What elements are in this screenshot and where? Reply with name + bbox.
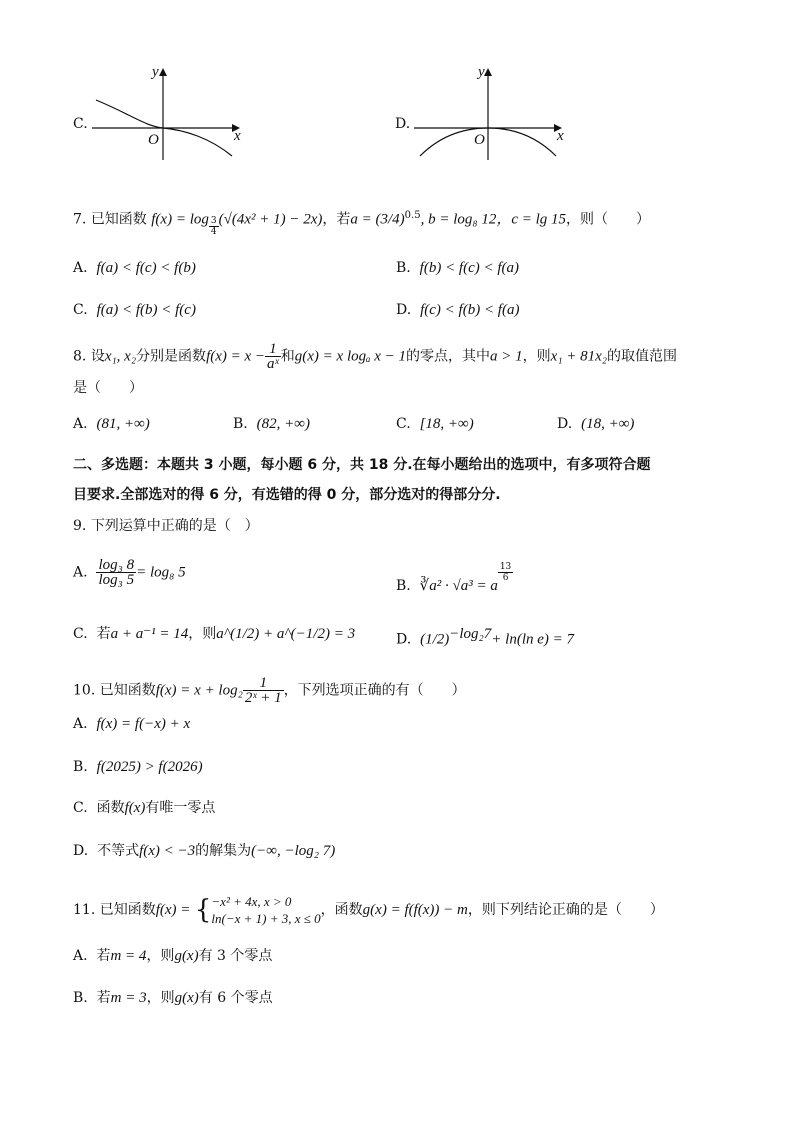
- q7-option-c-text: f(a) < f(b) < f(c): [96, 302, 196, 318]
- q11-stem-b: ，函数: [320, 902, 363, 918]
- graph-d-x-label: x: [557, 128, 564, 144]
- q7-option-b-text: f(b) < f(c) < f(a): [419, 260, 520, 276]
- q11-stem: [73, 893, 664, 927]
- q10-option-d-expr2: (−∞, −log₂ 7): [251, 843, 336, 859]
- q10-stem: [73, 676, 466, 705]
- q7-f-expr: f(x) = log: [151, 211, 209, 228]
- q11-piece2: ln(−x + 1) + 3, x ≤ 0: [211, 911, 321, 926]
- graph-c-y-arrow-icon: [159, 68, 167, 76]
- q9-option-b-letter: B.: [396, 578, 411, 594]
- q11-f-lhs: f(x) =: [155, 902, 191, 918]
- q8-vars: x₁, x₂: [104, 348, 137, 365]
- q8-text-b: 分别是函数: [136, 348, 207, 365]
- q7-option-a[interactable]: [73, 258, 196, 278]
- q8-option-c-text: [18, +∞): [419, 416, 474, 432]
- q9-option-d[interactable]: [396, 624, 574, 650]
- q8-option-a-letter: A.: [73, 416, 88, 432]
- q8-stem-line2: 是（ ）: [73, 380, 143, 396]
- q10-option-a-letter: A.: [73, 716, 88, 732]
- q11-option-b-text-a: 若: [96, 990, 111, 1006]
- q7-a-def: a = (3/4): [350, 211, 405, 228]
- q11-option-b[interactable]: [73, 988, 273, 1008]
- section2-line1: 二、多选题：本题共 3 小题，每小题 6 分，共 18 分.在每小题给出的选项中，有多项符合题: [73, 457, 651, 473]
- q10-frac-den: 2ˣ + 1: [244, 690, 282, 706]
- q10-option-d-text-b: 的解集为: [195, 843, 252, 859]
- q10-option-a-text: f(x) = f(−x) + x: [96, 716, 191, 732]
- q8-text-f: 的取值范围: [607, 348, 678, 365]
- q8-text-c: 和: [280, 348, 295, 365]
- q8-option-b-text: (82, +∞): [256, 416, 310, 432]
- q7-option-b-letter: B.: [396, 260, 411, 276]
- q9-option-c[interactable]: [73, 624, 355, 644]
- q7-base-num: 3: [210, 215, 217, 226]
- q8-option-b-letter: B.: [233, 416, 248, 432]
- q8-option-a[interactable]: [73, 414, 150, 434]
- q8-g-expr: g(x) = x logₐ x − 1: [294, 348, 407, 365]
- q8-text-e: ，则: [522, 348, 551, 365]
- q11-option-b-text-c: 有 6 个零点: [198, 990, 273, 1006]
- graph-d-origin: O: [474, 132, 485, 148]
- q11-option-b-expr: g(x): [174, 990, 199, 1006]
- graph-c-x-label: x: [234, 128, 241, 144]
- q9-option-b-lhs: ∛a² · √a³ = a: [419, 578, 498, 594]
- q10-option-c-text-b: 有唯一零点: [145, 800, 216, 816]
- q8-option-c-letter: C.: [396, 416, 411, 432]
- q8-option-c[interactable]: [396, 414, 474, 434]
- q11-option-b-text-b: ，则: [146, 990, 175, 1006]
- q11-g-expr: g(x) = f(f(x)) − m: [362, 902, 468, 918]
- q8-f-expr: f(x) = x −: [206, 348, 266, 365]
- q10-option-c-text-a: 函数: [96, 800, 125, 816]
- q9-option-a-num: log₃ 8: [98, 557, 135, 573]
- q9-option-c-letter: C.: [73, 626, 88, 642]
- q10-option-a[interactable]: [73, 714, 190, 734]
- q11-option-a-expr: g(x): [174, 948, 199, 964]
- q11-stem-a: 已知函数: [99, 902, 156, 918]
- graph-d-label: D.: [395, 116, 411, 132]
- q7-option-a-text: f(a) < f(c) < f(b): [96, 260, 196, 276]
- q10-frac: [243, 676, 284, 705]
- q7-stem: [73, 206, 650, 237]
- q9-stem: [73, 516, 259, 536]
- q11-option-a-text-b: ，则: [146, 948, 175, 964]
- q10-option-c-letter: C.: [73, 800, 88, 816]
- q10-frac-num: 1: [243, 676, 284, 691]
- q7-a-exp: 0.5: [404, 210, 421, 221]
- q7-option-d[interactable]: [396, 300, 519, 320]
- q8-frac: [265, 342, 281, 371]
- q8-number: 8.: [73, 348, 87, 365]
- graph-c-label: C.: [73, 116, 88, 132]
- q10-option-d[interactable]: [73, 841, 335, 861]
- q8-option-d-text: (18, +∞): [581, 416, 635, 432]
- q9-option-c-expr1: a + a⁻¹ = 14: [110, 626, 189, 642]
- q8-text-d: 的零点，其中: [406, 348, 491, 365]
- graph-c: [90, 62, 250, 162]
- graph-d-y-label: y: [478, 64, 485, 80]
- q11-option-a-letter: A.: [73, 948, 88, 964]
- q9-option-b-exp-num: 13: [499, 562, 512, 572]
- q11-number: 11.: [73, 902, 96, 918]
- q7-arg: (√(4x² + 1) − 2x): [218, 211, 323, 228]
- q9-number: 9.: [73, 518, 87, 534]
- q9-option-a-frac: [96, 558, 136, 587]
- q9-option-c-text2: ，则: [188, 626, 217, 642]
- q10-option-b[interactable]: [73, 757, 203, 777]
- section2-line2: 目要求.全部选对的得 6 分，有选错的得 0 分，部分选对的得部分分.: [73, 487, 501, 503]
- q8-option-a-text: (81, +∞): [96, 416, 150, 432]
- q8-target: x₁ + 81x₂: [550, 348, 608, 365]
- q9-option-d-rhs: + ln(ln e) = 7: [491, 631, 575, 648]
- q8-text-a: 设: [90, 348, 105, 365]
- q9-option-d-exp: −log₂7: [449, 626, 492, 642]
- q11-option-a-cond: m = 4: [110, 948, 147, 964]
- q8-option-b[interactable]: [233, 414, 310, 434]
- q7-stem-prefix: 已知函数: [90, 211, 147, 228]
- q8-frac-den: aˣ: [267, 356, 279, 372]
- q8-frac-num: 1: [265, 342, 281, 357]
- q7-b-def: , b = log₈ 12: [420, 211, 497, 228]
- q10-f-expr: f(x) = x + log₂: [155, 682, 243, 699]
- q7-c-def: ，c = lg 15: [496, 211, 567, 228]
- q11-option-a-text-a: 若: [96, 948, 111, 964]
- q9-option-a-letter: A.: [73, 564, 88, 581]
- q9-option-b-exp-den: 6: [502, 573, 509, 583]
- q9-stem-text: 下列运算中正确的是（ ）: [90, 518, 259, 534]
- q11-piece1: −x² + 4x, x > 0: [211, 894, 292, 909]
- q9-option-c-text1: 若: [96, 626, 111, 642]
- q9-option-b-exp: [498, 562, 513, 583]
- q7-comma1: ，若: [322, 211, 351, 228]
- q9-option-a[interactable]: [73, 558, 186, 587]
- q9-option-c-expr2: a^(1/2) + a^(−1/2) = 3: [216, 626, 356, 642]
- q11-option-a-text-c: 有 3 个零点: [198, 948, 273, 964]
- q10-option-c-expr: f(x): [124, 800, 146, 816]
- q7-log-base: [209, 216, 219, 237]
- q11-option-b-cond: m = 3: [110, 990, 147, 1006]
- q8-option-d[interactable]: [557, 414, 634, 434]
- q10-number: 10.: [73, 682, 96, 699]
- q11-brace-icon: {: [194, 895, 212, 925]
- q10-option-d-expr: f(x) < −3: [139, 843, 196, 859]
- q7-option-c[interactable]: [73, 300, 196, 320]
- q7-base-den: 4: [210, 226, 217, 237]
- q7-tail: ，则（ ）: [566, 211, 651, 228]
- q9-option-a-rhs: = log₈ 5: [136, 564, 186, 581]
- q7-option-a-letter: A.: [73, 260, 88, 276]
- q11-stem-c: ，则下列结论正确的是（ ）: [467, 902, 664, 918]
- q8-cond: a > 1: [490, 348, 523, 365]
- graph-d-y-arrow-icon: [484, 68, 492, 76]
- q9-option-b[interactable]: [396, 562, 513, 596]
- graph-d: [412, 62, 572, 162]
- q7-option-d-letter: D.: [396, 302, 412, 318]
- q10-option-b-text: f(2025) > f(2026): [96, 759, 203, 775]
- q10-stem-b: ，下列选项正确的有（ ）: [283, 682, 466, 699]
- q7-option-d-text: f(c) < f(b) < f(a): [420, 302, 520, 318]
- q7-option-c-letter: C.: [73, 302, 88, 318]
- q9-option-a-den: log₃ 5: [98, 572, 135, 588]
- q7-number: 7.: [73, 211, 87, 228]
- q11-option-a[interactable]: [73, 946, 272, 966]
- q7-option-b[interactable]: [396, 258, 519, 278]
- graph-c-origin: O: [148, 132, 159, 148]
- q10-stem-a: 已知函数: [99, 682, 156, 699]
- q10-option-c[interactable]: [73, 798, 215, 818]
- q9-option-d-base: (1/2): [420, 631, 450, 648]
- q11-option-b-letter: B.: [73, 990, 88, 1006]
- q10-option-d-text-a: 不等式: [97, 843, 140, 859]
- graph-c-y-label: y: [152, 64, 159, 80]
- q11-pieces: [211, 893, 320, 927]
- q8-option-d-letter: D.: [557, 416, 573, 432]
- q8-stem-line1: [73, 342, 677, 371]
- q9-option-d-letter: D.: [396, 631, 412, 648]
- q10-option-d-letter: D.: [73, 843, 89, 859]
- q10-option-b-letter: B.: [73, 759, 88, 775]
